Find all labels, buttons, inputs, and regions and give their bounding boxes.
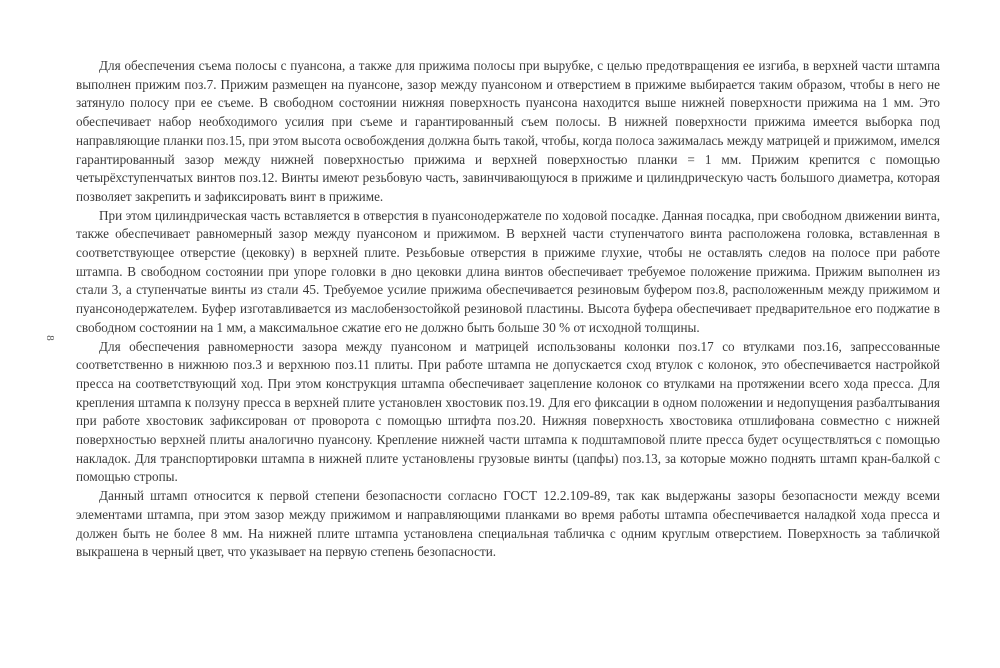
paragraph-4: Данный штамп относится к первой степени безопасности согласно ГОСТ 12.2.109-89, так как выдержаны зазоры безопасности между всеми элементами штампа, при этом зазор между прижимом и направляющими планками во время работы штампа обеспечивается наладкой хода пресса и должен быть не более 8 мм. На нижней плите штампа установлена специальная табличка с одним круглым отверстием. Поверхность за табличкой выкрашена в черный цвет, что указывает на первую степень безопасности. [76,488,940,560]
paragraph-3: Для обеспечения равномерности зазора между пуансоном и матрицей использованы колонки поз.17 со втулками поз.16, запрессованные соответственно в нижнюю поз.3 и верхнюю поз.11 плиты. При работе штампа не допускается сход втулок с колонок, это обеспечивается настройкой пресса на соответствующий ход. При этом конструкция штампа обеспечивает зацепление колонок со втулками на протяжении всего хода пресса. Для крепления штампа к ползуну пресса в верхней плите установлен хвостовик поз.19. Для его фиксации в одном положении и недопущения разбалтывания при работе хвостовик зафиксирован от проворота с помощью штифта поз.20. Нижняя поверхность хвостовика отшлифована совместно с нижней поверхностью верхней плиты аналогично пуансону. Крепление нижней части штампа к подштамповой плите пресса будет осуществляться с помощью накладок. Для транспортировки штампа в нижней плите установлены грузовые винты (цапфы) поз.13, за которые можно поднять штамп кран-балкой с помощью стропы. [76,338,940,485]
paragraph-1: Для обеспечения съема полосы с пуансона, а также для прижима полосы при вырубке, с целью предотвращения ее изгиба, в верхней части штампа выполнен прижим поз.7. Прижим размещен на пуансоне, зазор между пуансоном и отверстием в прижиме выбирается таким образом, чтобы в него не затянуло полосу при ее съеме. В свободном состоянии нижняя поверхность пуансона находится выше нижней поверхности прижима на 1 мм. Это обеспечивает набор необходимого усилия при съеме и гарантированный съем полосы. В нижней поверхности прижима имеется выборка под направляющие планки поз.15, при этом высота освобождения должна быть такой, чтобы, когда полоса зажималась между матрицей и прижимом, имелся гарантированный зазор между нижней поверхностью прижима и верхней поверхностью планки = 1 мм. Прижим крепится с помощью четырёхступенчатых винтов поз.12. Винты имеют резьбовую часть, завинчивающуюся в прижиме и цилиндрическую часть большого диаметра, которая позволяет закрепить и зафиксировать винт в прижиме. [76,58,940,204]
page-number: 8 [43,335,56,341]
text-body [76,57,940,562]
paragraph-2: При этом цилиндрическая часть вставляется в отверстия в пуансонодержателе по ходовой посадке. Данная посадка, при свободном движении винта, также обеспечивает равномерный зазор между пуансоном и прижимом. В верхней части ступенчатого винта расположена головка, вставленная в соответствующее отверстие (цековку) в верхней плите. Резьбовые отверстия в прижиме глухие, чтобы не оставлять следов на полосе при работе штампа. В свободном состоянии при упоре головки в дно цековки длина винтов обеспечивает требуемое положение прижима. Прижим выполнен из стали 3, а ступенчатые винты из стали 45. Требуемое усилие прижима обеспечивается резиновым буфером поз.8, расположенным между прижимом и пуансонодержателем. Буфер изготавливается из маслобензостойкой резиновой пластины. Высота буфера обеспечивает предварительное его поджатие в свободном состоянии на 1 мм, а максимальное сжатие его не должно быть больше 30 % от исходной толщины. [76,207,940,335]
